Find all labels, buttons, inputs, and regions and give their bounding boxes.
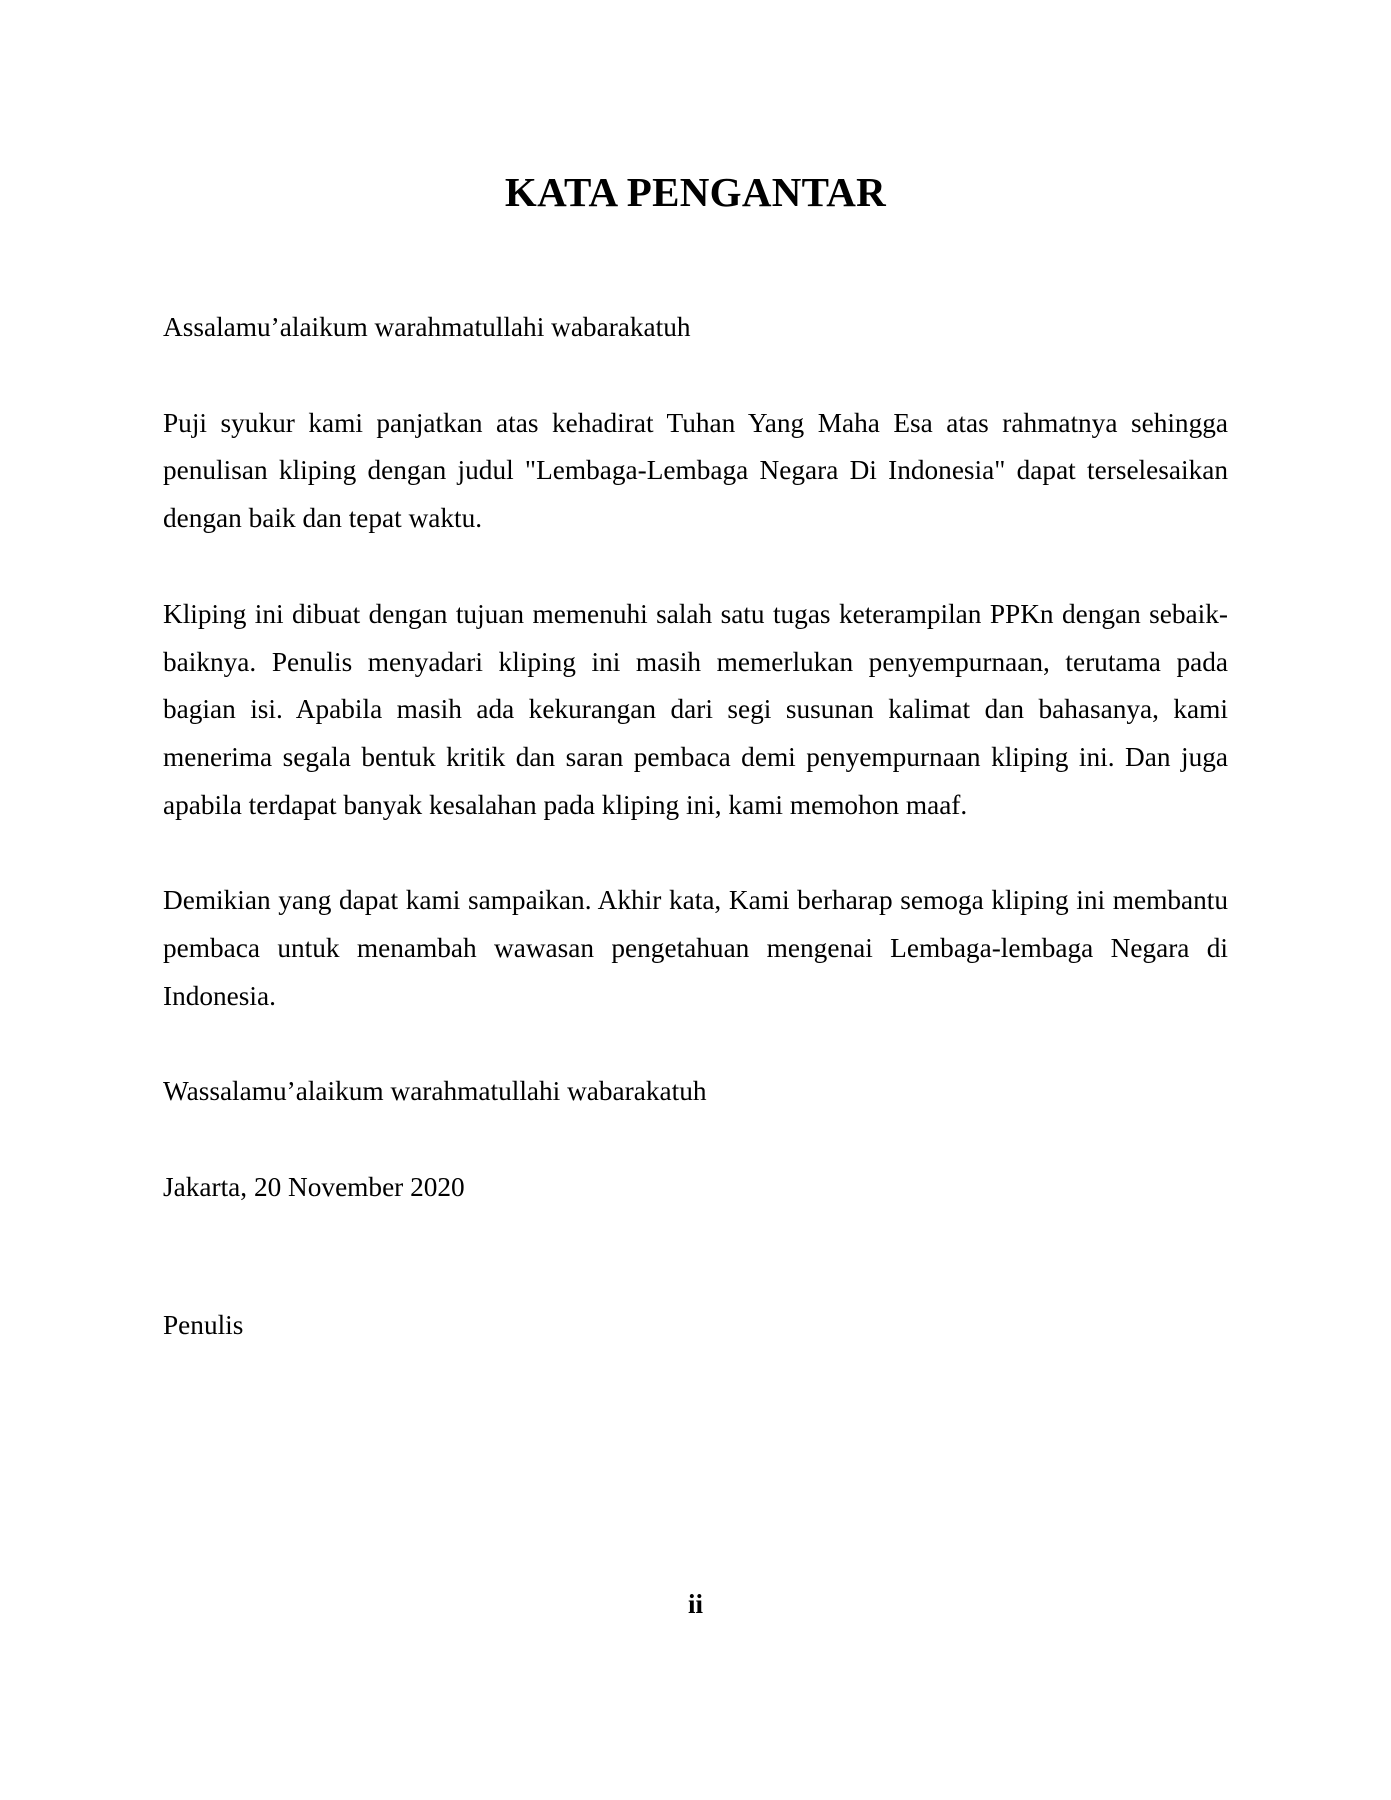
page-number: ii xyxy=(687,1589,703,1619)
date-line: Jakarta, 20 November 2020 xyxy=(163,1172,465,1203)
page-title: KATA PENGANTAR xyxy=(504,169,887,215)
closing-salutation: Wassalamu’alaikum warahmatullahi wabarakatuh xyxy=(163,1076,707,1107)
paragraph-closing-statement: Demikian yang dapat kami sampaikan. Akhir kata, Kami berharap semoga kliping ini membantu pembaca untuk menambah wawasan pengetahuan mengenai Lembaga-lembaga Negara di Indonesia. xyxy=(163,885,1228,1011)
opening-salutation: Assalamu’alaikum warahmatullahi wabarakatuh xyxy=(163,312,691,342)
author-line: Penulis xyxy=(163,1309,244,1340)
paragraph-purpose: Kliping ini dibuat dengan tujuan memenuhi salah satu tugas keterampilan PPKn dengan sebaik-baiknya. Penulis menyadari kliping ini masih memerlukan penyempurnaan, terutama pada bagian isi. Apabila masih ada kekurangan dari segi susunan kalimat dan bahasanya, kami menerima segala bentuk kritik dan saran pembaca demi penyempurnaan kliping ini. Dan juga apabila terdapat banyak kesalahan pada kliping ini, kami memohon maaf. xyxy=(163,598,1228,820)
paragraph-gratitude: Puji syukur kami panjatkan atas kehadirat Tuhan Yang Maha Esa atas rahmatnya sehingga penulisan kliping dengan judul "Lembaga-Lembaga Negara Di Indonesia" dapat terselesaikan dengan baik dan tepat waktu. xyxy=(163,407,1228,534)
